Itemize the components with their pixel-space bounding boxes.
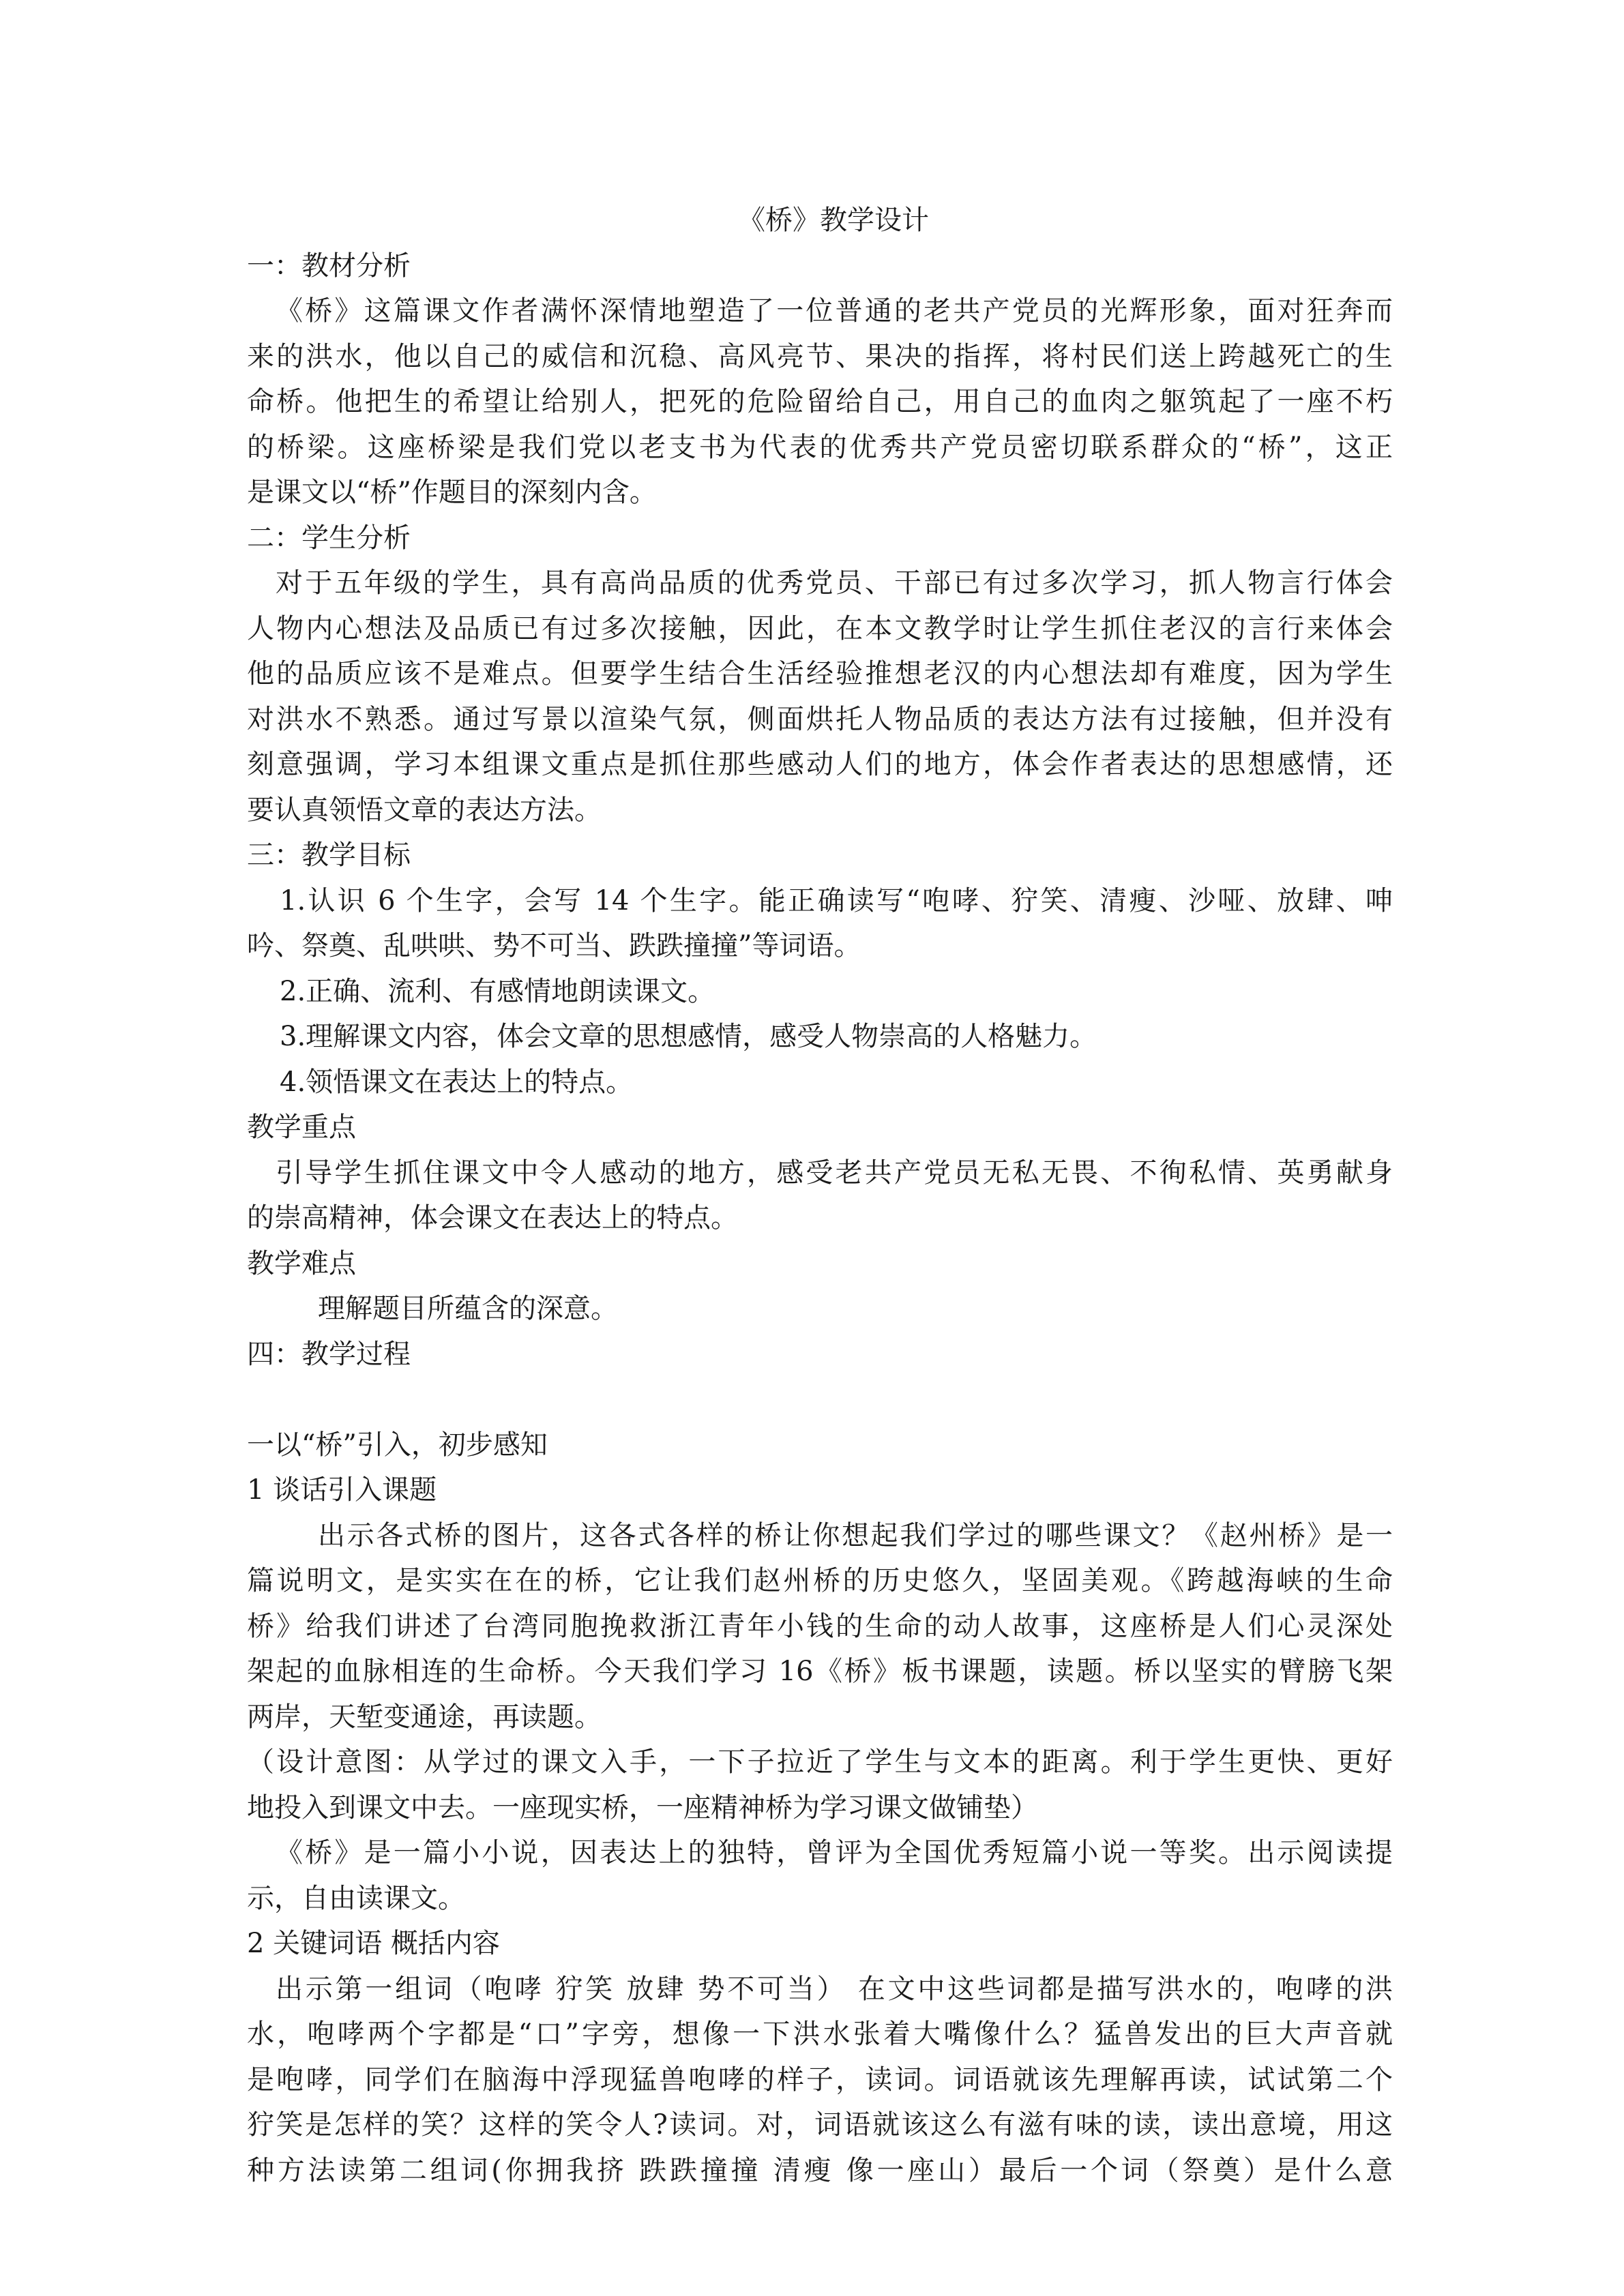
objective-line: 3.理解课文内容，体会文章的思想感情，感受人物崇高的人格魅力。 [280, 1021, 1097, 1052]
paragraph-line: 示，自由读课文。 [247, 1882, 465, 1914]
section-heading: 教学难点 [247, 1247, 356, 1279]
paragraph-line: 是课文以“桥”作题目的深刻内含。 [247, 477, 657, 508]
section-heading: 教学重点 [247, 1112, 356, 1143]
paragraph-line: 引导学生抓住课文中令人感动的地方，感受老共产党员无私无畏、不徇私情、英勇献身 [276, 1157, 1393, 1189]
subsection-heading: 1 谈话引入课题 [247, 1474, 437, 1506]
paragraph-line: 他的品质应该不是难点。但要学生结合生活经验推想老汉的内心想法却有难度，因为学生 [247, 658, 1393, 689]
paragraph-line: 命桥。他把生的希望让给别人，把死的危险留给自己，用自己的血肉之躯筑起了一座不朽 [247, 386, 1393, 417]
paragraph-line: 要认真领悟文章的表达方法。 [247, 794, 602, 826]
paragraph-line: 人物内心想法及品质已有过多次接触，因此，在本文教学时让学生抓住老汉的言行来体会 [247, 612, 1393, 644]
section-heading: 二：学生分析 [247, 522, 411, 554]
paragraph-line: 的崇高精神，体会课文在表达上的特点。 [247, 1202, 738, 1234]
paragraph-line: 来的洪水，他以自己的威信和沉稳、高风亮节、果决的指挥，将村民们送上跨越死亡的生 [247, 340, 1393, 372]
objective-line: 2.正确、流利、有感情地朗读课文。 [280, 975, 715, 1007]
section-heading: 三：教学目标 [247, 839, 411, 871]
subsection-heading: 2 关键词语 概括内容 [247, 1928, 500, 1959]
objective-line: 4.领悟课文在表达上的特点。 [280, 1066, 634, 1098]
paragraph-line: 水，咆哮两个字都是“口”字旁，想像一下洪水张着大嘴像什么？猛兽发出的巨大声音就 [247, 2018, 1393, 2050]
document-title: 《桥》教学设计 [738, 205, 929, 236]
paragraph-line: 两岸，天堑变通途，再读题。 [247, 1701, 602, 1733]
design-note-line: （设计意图：从学过的课文入手，一下子拉近了学生与文本的距离。利于学生更快、更好 [247, 1746, 1393, 1778]
objective-line: 1.认识 6 个生字，会写 14 个生字。能正确读写“咆哮、狞笑、清瘦、沙哑、放肆、呻 [280, 884, 1393, 916]
paragraph-line: 的桥梁。这座桥梁是我们党以老支书为代表的优秀共产党员密切联系群众的“桥”，这正 [247, 431, 1393, 463]
section-heading: 四：教学过程 [247, 1338, 411, 1370]
paragraph-line: 是咆哮，同学们在脑海中浮现猛兽咆哮的样子，读词。词语就该先理解再读，试试第二个 [247, 2063, 1393, 2096]
objective-line: 吟、祭奠、乱哄哄、势不可当、跌跌撞撞”等词语。 [247, 930, 861, 961]
paragraph-line: 《桥》是一篇小小说，因表达上的独特，曾评为全国优秀短篇小说一等奖。出示阅读提 [276, 1837, 1393, 1868]
paragraph-line: 狞笑是怎样的笑？这样的笑令人?读词。对，词语就该这么有滋有味的读，读出意境，用这 [247, 2109, 1393, 2141]
paragraph-line: 出示第一组词（咆哮 狞笑 放肆 势不可当） 在文中这些词都是描写洪水的，咆哮的洪 [276, 1973, 1393, 2005]
paragraph-line: 桥》给我们讲述了台湾同胞挽救浙江青年小钱的生命的动人故事，这座桥是人们心灵深处 [247, 1610, 1393, 1642]
paragraph-line: 理解题目所蕴含的深意。 [318, 1293, 618, 1324]
paragraph-line: 《桥》这篇课文作者满怀深情地塑造了一位普通的老共产党员的光辉形象，面对狂奔而 [276, 295, 1393, 327]
blank-line [247, 1377, 1393, 1422]
paragraph-line: 出示各式桥的图片，这各式各样的桥让你想起我们学过的哪些课文？《赵州桥》是一 [318, 1519, 1393, 1551]
paragraph-line: 对洪水不熟悉。通过写景以渲染气氛，侧面烘托人物品质的表达方法有过接触，但并没有 [247, 703, 1393, 735]
design-note-line: 地投入到课文中去。一座现实桥，一座精神桥为学习课文做铺垫） [247, 1791, 1038, 1823]
document-page [247, 198, 1393, 2193]
subsection-heading: 一以“桥”引入，初步感知 [247, 1429, 548, 1461]
section-heading: 一：教材分析 [247, 250, 411, 282]
paragraph-line: 对于五年级的学生，具有高尚品质的优秀党员、干部已有过多次学习，抓人物言行体会 [276, 567, 1393, 599]
paragraph-line: 刻意强调，学习本组课文重点是抓住那些感动人们的地方，体会作者表达的思想感情，还 [247, 749, 1393, 780]
paragraph-line: 种方法读第二组词(你拥我挤 跌跌撞撞 清瘦 像一座山）最后一个词（祭奠）是什么意 [247, 2154, 1393, 2186]
paragraph-line: 篇说明文，是实实在在的桥，它让我们赵州桥的历史悠久，坚固美观。《跨越海峡的生命 [247, 1565, 1393, 1596]
paragraph-line: 架起的血脉相连的生命桥。今天我们学习 16《桥》板书课题，读题。桥以坚实的臂膀飞架 [247, 1656, 1393, 1687]
